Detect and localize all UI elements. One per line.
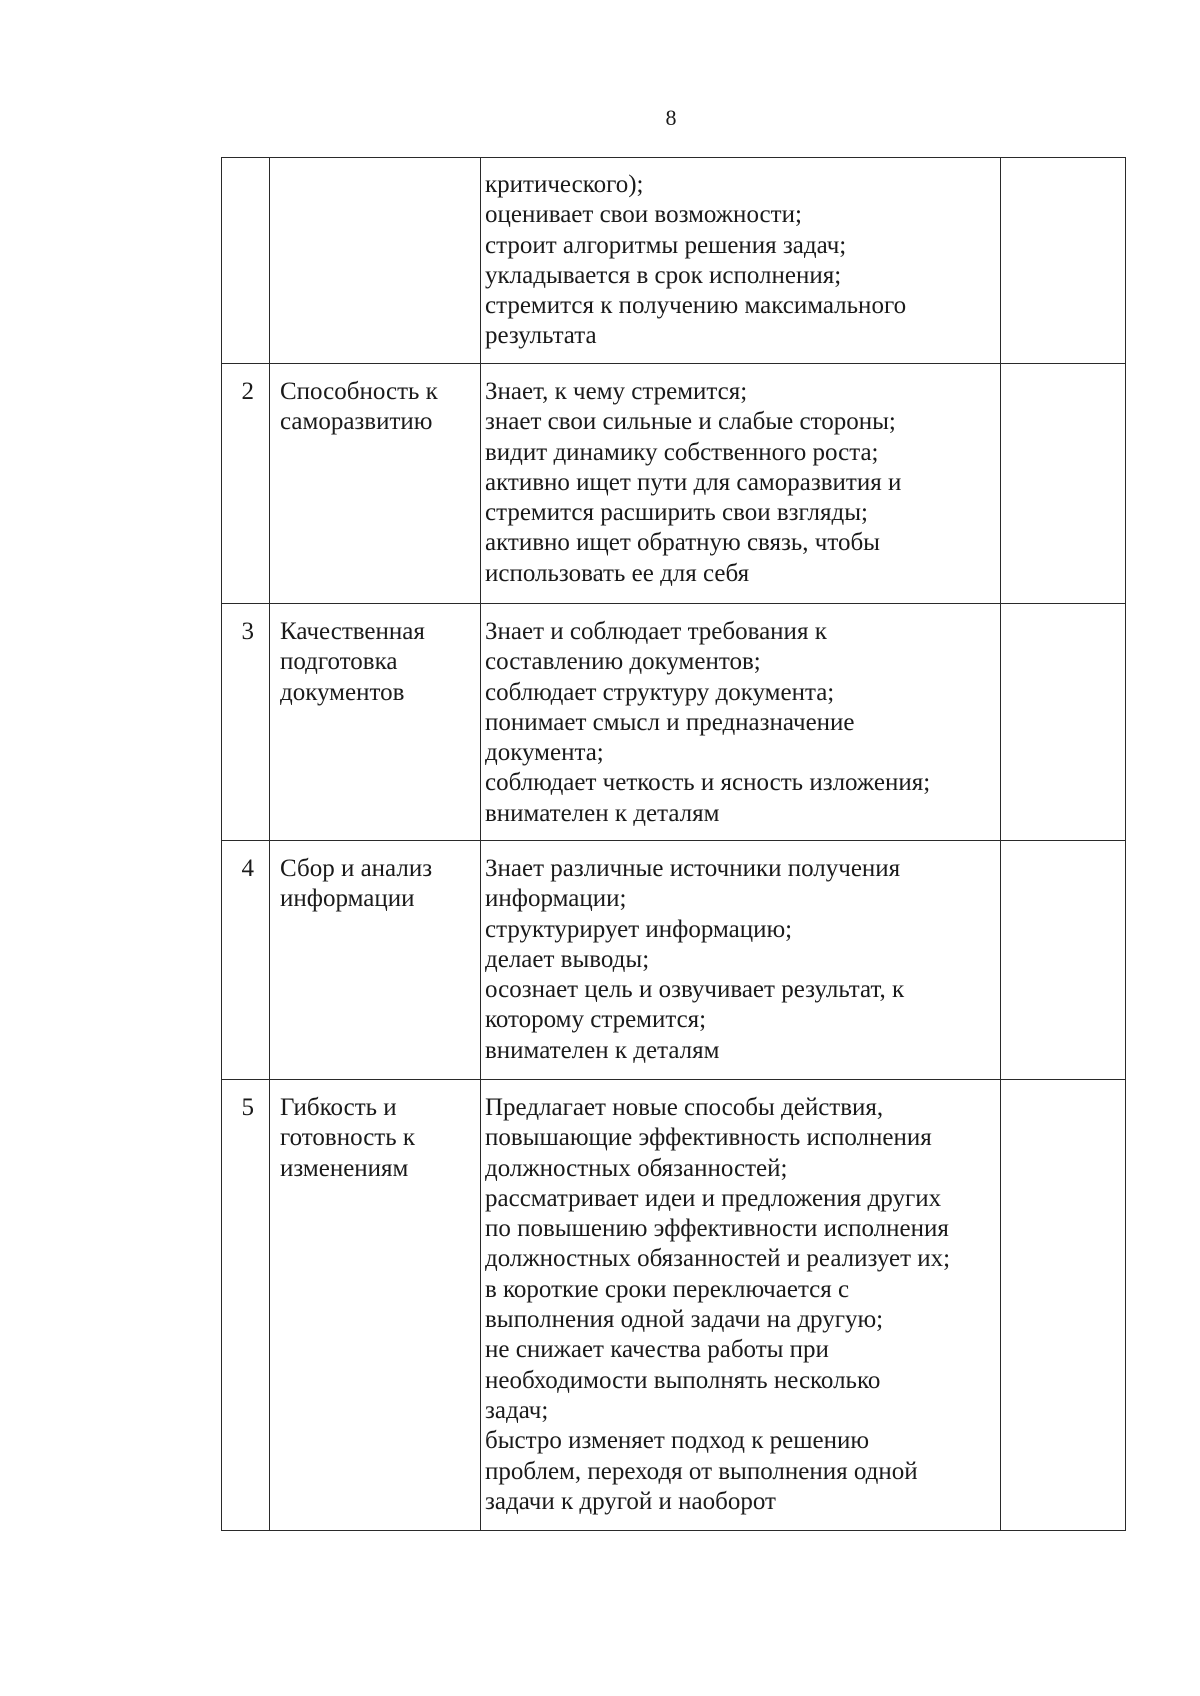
table-row [222,604,1126,841]
description-line: проблем, переходя от выполнения одной [485,1457,918,1485]
description-line: Предлагает новые способы действия, [485,1094,884,1121]
row-number-cell: 2 [222,364,270,604]
criterion-name-line: готовность к [280,1124,416,1152]
criterion-name-line: информации [280,885,415,913]
description-line: быстро изменяет подход к решению [485,1427,870,1455]
description-line: информации; [485,885,627,913]
description-line: должностных обязанностей и реализует их; [485,1245,951,1273]
description-line: по повышению эффективности исполнения [485,1215,949,1243]
criterion-description-cell [481,604,1001,841]
criterion-name-line: Гибкость и [280,1094,397,1121]
criterion-name-cell [270,1080,481,1531]
criterion-name-cell [270,604,481,841]
description-line: Знает различные источники получения [485,855,901,882]
description-line: соблюдает четкость и ясность изложения; [485,769,931,797]
row-number-cell: 3 [222,604,270,841]
description-line: в короткие сроки переключается с [485,1275,850,1303]
description-line: оценивает свои возможности; [485,201,802,229]
table-row [222,1080,1126,1531]
description-line: не снижает качества работы при [485,1336,829,1364]
description-line: осознает цель и озвучивает результат, к [485,976,905,1004]
description-line: стремится к получению максимального [485,292,907,320]
description-line: которому стремится; [485,1006,707,1034]
description-line: знает свои сильные и слабые стороны; [485,408,896,436]
table-row [222,841,1126,1080]
score-cell [1001,364,1126,604]
criterion-name-cell [270,158,481,364]
criterion-name-cell [270,364,481,604]
description-line: рассматривает идеи и предложения других [485,1184,942,1212]
description-line: критического); [485,171,644,198]
row-number-cell: 4 [222,841,270,1080]
description-line: соблюдает структуру документа; [485,678,835,706]
description-line: Знает, к чему стремится; [485,378,748,405]
table-row [222,364,1126,604]
score-cell [1001,841,1126,1080]
criterion-name-cell [270,841,481,1080]
description-line: использовать ее для себя [485,559,750,587]
score-cell [1001,158,1126,364]
row-number-cell: 5 [222,1080,270,1531]
description-line: выполнения одной задачи на другую; [485,1306,884,1334]
criteria-table [221,157,1126,1531]
description-line: повышающие эффективность исполнения [485,1124,932,1152]
description-line: внимателен к деталям [485,799,720,827]
criterion-description-cell [481,158,1001,364]
description-line: стремится расширить свои взгляды; [485,499,868,527]
table-row [222,158,1126,364]
description-line: строит алгоритмы решения задач; [485,231,847,259]
description-line: результата [485,322,597,350]
criterion-description-cell [481,841,1001,1080]
description-line: документа; [485,739,604,767]
description-line: активно ищет обратную связь, чтобы [485,529,880,557]
score-cell [1001,1080,1126,1531]
description-line: необходимости выполнять несколько [485,1366,881,1394]
description-line: задач; [485,1396,549,1424]
description-line: активно ищет пути для саморазвития и [485,468,902,496]
criterion-name-line: подготовка [280,648,398,676]
description-line: видит динамику собственного роста; [485,438,879,466]
description-line: должностных обязанностей; [485,1154,788,1182]
criterion-name-line: Способность к [280,378,438,405]
description-line: задачи к другой и наоборот [485,1487,776,1515]
description-line: укладывается в срок исполнения; [485,261,842,289]
description-line: Знает и соблюдает требования к [485,618,827,645]
criterion-name-line: Качественная [280,618,425,645]
score-cell [1001,604,1126,841]
row-number-cell [222,158,270,364]
criterion-description-cell [481,1080,1001,1531]
criterion-name-line: Сбор и анализ [280,855,433,882]
criterion-name-line: документов [280,678,405,706]
description-line: делает выводы; [485,945,650,973]
page-number: 8 [665,105,677,130]
criterion-name-line: изменениям [280,1154,409,1182]
description-line: понимает смысл и предназначение [485,708,855,736]
criterion-description-cell [481,364,1001,604]
criterion-name-line: саморазвитию [280,408,433,436]
description-line: внимателен к деталям [485,1036,720,1064]
description-line: структурирует информацию; [485,915,793,943]
description-line: составлению документов; [485,648,761,676]
